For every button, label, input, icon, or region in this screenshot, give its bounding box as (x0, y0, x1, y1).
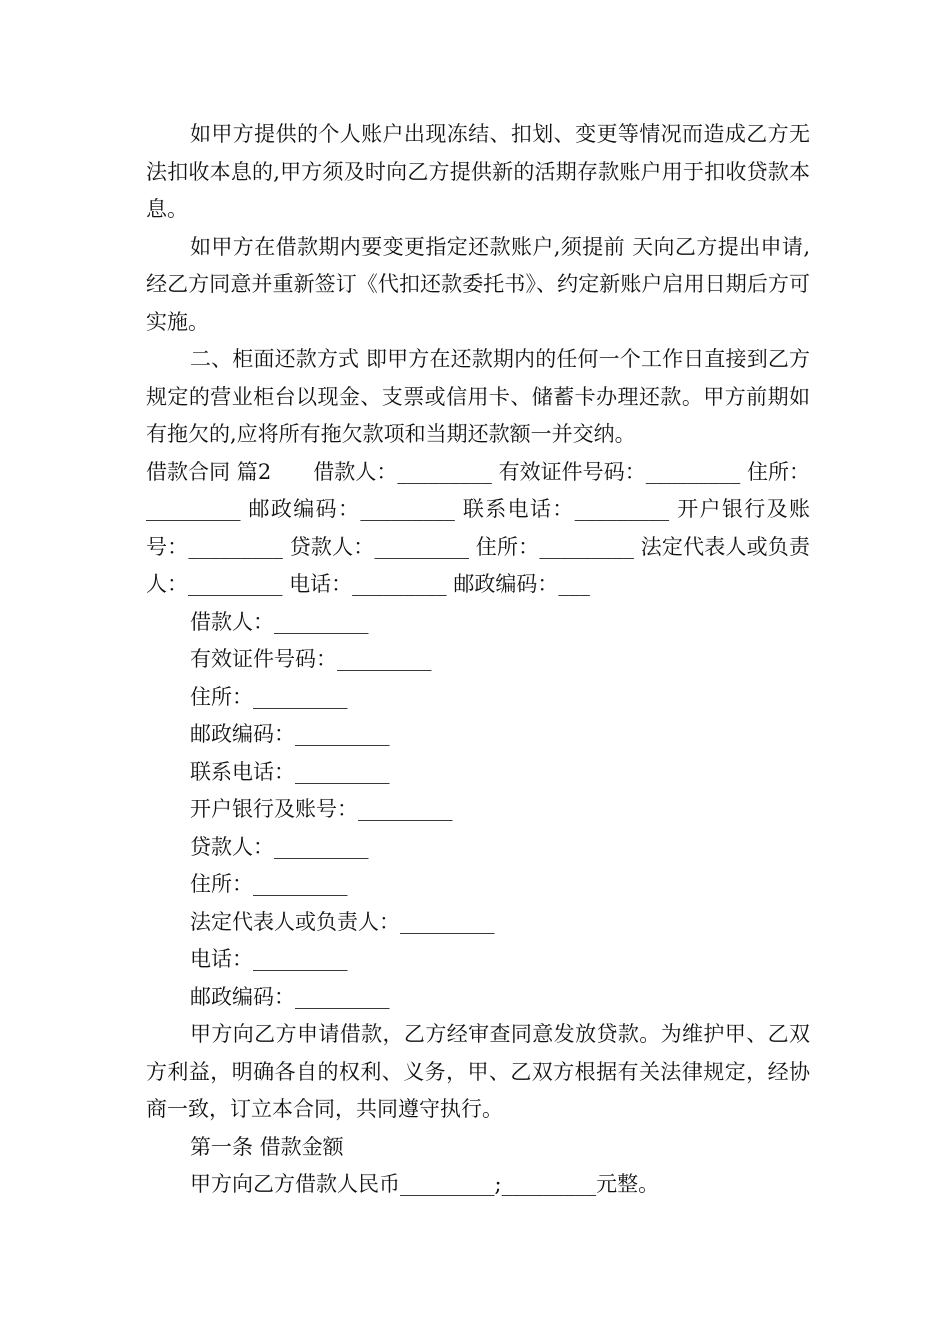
document-page (146, 116, 810, 1204)
contract-summary-block: 借款合同 篇2 借款人：_________ 有效证件号码：_________ 住所：_________ 邮政编码：_________ 联系电话：_________ 开户银行及账号：_________ 贷款人：_________ 住所：_________ 法定代表人或负责人：_________ 电话：_________ 邮政编码：___ (146, 459, 810, 596)
paragraph-contract-intro: 甲方向乙方申请借款，乙方经审查同意发放贷款。为维护甲、乙双方利益，明确各自的权利、义务，甲、乙双方根据有关法律规定，经协商一致，订立本合同，共同遵守执行。 (146, 1022, 810, 1121)
field-phone: 联系电话：_________ (190, 759, 390, 784)
field-lender-postcode: 邮政编码：_________ (190, 984, 390, 1009)
field-lender-phone: 电话：_________ (190, 947, 348, 971)
paragraph-counter-repayment: 二、柜面还款方式 即甲方在还款期内的任何一个工作日直接到乙方规定的营业柜台以现金、支票或信用卡、储蓄卡办理还款。甲方前期如有拖欠的,应将所有拖欠款项和当期还款额一并交纳。 (146, 347, 810, 446)
field-borrower: 借款人：_________ (190, 609, 369, 634)
field-lender: 贷款人：_________ (190, 834, 369, 859)
paragraph-account-change: 如甲方提供的个人账户出现冻结、扣划、变更等情况而造成乙方无法扣收本息的,甲方须及时向乙方提供新的活期存款账户用于扣收贷款本息。 (146, 122, 810, 221)
field-id-number: 有效证件号码：_________ (190, 647, 432, 671)
field-lender-address: 住所：_________ (190, 872, 348, 896)
field-bank-account: 开户银行及账号：_________ (190, 797, 453, 821)
field-legal-representative: 法定代表人或负责人：_________ (190, 909, 495, 934)
field-postcode: 邮政编码：_________ (190, 722, 390, 746)
article-loan-amount: 甲方向乙方借款人民币_________;_________元整。 (190, 1172, 660, 1196)
paragraph-repayment-account: 如甲方在借款期内要变更指定还款账户,须提前 天向乙方提出申请,经乙方同意并重新签订《代扣还款委托书》、约定新账户启用日期后方可实施。 (146, 234, 810, 334)
article-title: 第一条 借款金额 (190, 1134, 344, 1159)
field-address: 住所：_________ (190, 684, 348, 709)
